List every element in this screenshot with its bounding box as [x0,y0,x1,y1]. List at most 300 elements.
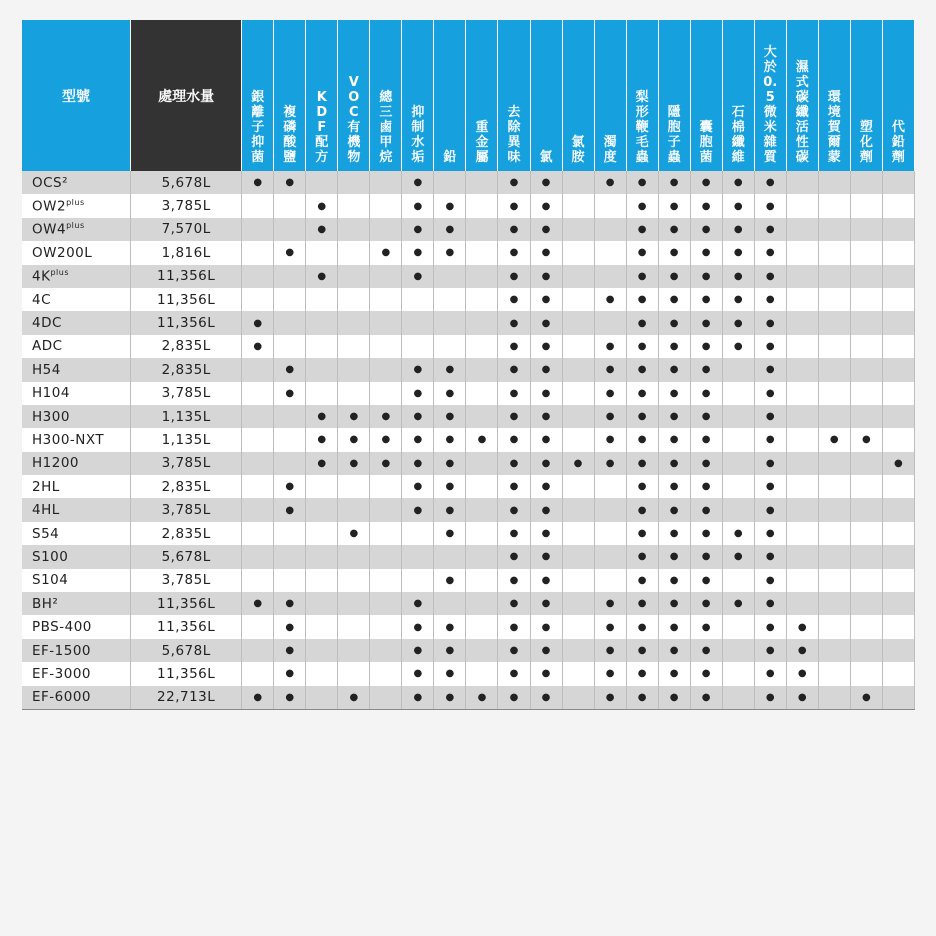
feature-dot: ● [690,545,722,568]
model-cell [22,265,131,288]
feature-empty [562,545,594,568]
feature-empty [562,311,594,334]
feature-empty [818,592,850,615]
capacity-cell: 11,356L [131,311,242,334]
feature-empty [850,171,882,194]
feature-empty [786,569,818,592]
feature-dot: ● [498,428,530,451]
feature-empty [370,475,402,498]
feature-empty [306,545,338,568]
feature-dot: ● [530,358,562,381]
feature-empty [242,194,274,217]
feature-empty [882,194,914,217]
header-feature [402,20,434,171]
table-row [22,335,915,358]
feature-empty [818,662,850,685]
header-feature-label: 總三鹵甲烷 [379,90,393,165]
header-feature-label: 濁度 [603,135,617,165]
feature-dot: ● [498,475,530,498]
feature-empty [882,592,914,615]
feature-dot: ● [626,241,658,264]
model-cell: S100 [22,545,131,568]
feature-dot: ● [530,428,562,451]
feature-empty [466,662,498,685]
feature-empty [242,639,274,662]
feature-dot: ● [754,218,786,241]
feature-empty [306,592,338,615]
feature-empty [850,522,882,545]
feature-empty [562,218,594,241]
table-row [22,522,915,545]
feature-empty [882,311,914,334]
feature-dot: ● [594,171,626,194]
feature-empty [594,311,626,334]
feature-dot: ● [498,288,530,311]
feature-dot: ● [626,335,658,358]
feature-dot: ● [274,241,306,264]
capacity-cell: 3,785L [131,498,242,521]
feature-dot: ● [594,428,626,451]
capacity-cell: 5,678L [131,545,242,568]
feature-dot: ● [626,288,658,311]
feature-empty [370,358,402,381]
capacity-cell: 1,135L [131,428,242,451]
feature-dot: ● [754,171,786,194]
feature-dot: ● [306,452,338,475]
feature-dot: ● [434,475,466,498]
filter-comparison-table [22,20,915,710]
feature-empty [242,358,274,381]
feature-empty [786,358,818,381]
feature-dot: ● [658,428,690,451]
feature-empty [562,569,594,592]
table-row [22,452,915,475]
model-suffix: plus [50,268,69,277]
feature-dot: ● [626,382,658,405]
feature-dot: ● [658,241,690,264]
feature-dot: ● [434,218,466,241]
header-feature [690,20,722,171]
model-cell: EF-3000 [22,662,131,685]
feature-dot: ● [594,405,626,428]
feature-empty [370,592,402,615]
capacity-cell: 3,785L [131,569,242,592]
feature-empty [850,498,882,521]
feature-dot: ● [498,498,530,521]
header-feature-label: 隱胞子蟲 [667,105,681,165]
feature-dot: ● [498,358,530,381]
header-feature [498,20,530,171]
feature-dot: ● [274,592,306,615]
feature-dot: ● [402,171,434,194]
table-row [22,686,915,710]
feature-empty [818,522,850,545]
feature-dot: ● [434,662,466,685]
feature-empty [370,569,402,592]
feature-dot: ● [626,428,658,451]
model-cell: ADC [22,335,131,358]
feature-dot: ● [754,311,786,334]
feature-empty [338,475,370,498]
feature-dot: ● [690,358,722,381]
feature-empty [882,498,914,521]
feature-dot: ● [690,662,722,685]
feature-empty [242,428,274,451]
feature-dot: ● [690,218,722,241]
feature-dot: ● [626,592,658,615]
feature-empty [818,265,850,288]
feature-empty [274,335,306,358]
feature-empty [274,545,306,568]
feature-empty [850,615,882,638]
feature-dot: ● [754,358,786,381]
feature-empty [274,522,306,545]
feature-dot: ● [626,569,658,592]
feature-empty [306,241,338,264]
feature-dot: ● [722,311,754,334]
feature-empty [850,288,882,311]
model-cell: S104 [22,569,131,592]
feature-dot: ● [658,382,690,405]
feature-dot: ● [626,311,658,334]
feature-dot: ● [498,218,530,241]
feature-empty [242,569,274,592]
feature-empty [402,335,434,358]
feature-dot: ● [658,194,690,217]
feature-dot: ● [594,639,626,662]
feature-empty [722,662,754,685]
feature-dot: ● [658,662,690,685]
feature-dot: ● [722,522,754,545]
feature-empty [850,639,882,662]
feature-dot: ● [402,241,434,264]
feature-empty [786,171,818,194]
feature-empty [338,241,370,264]
feature-empty [466,194,498,217]
feature-dot: ● [690,265,722,288]
feature-dot: ● [274,171,306,194]
feature-dot: ● [626,405,658,428]
feature-empty [338,662,370,685]
feature-empty [882,241,914,264]
feature-dot: ● [402,405,434,428]
feature-dot: ● [530,475,562,498]
feature-empty [466,335,498,358]
header-feature-label: 抑制水垢 [411,105,425,165]
table-row [22,545,915,568]
capacity-cell: 1,816L [131,241,242,264]
capacity-cell: 11,356L [131,265,242,288]
feature-empty [882,545,914,568]
feature-dot: ● [434,639,466,662]
feature-dot: ● [722,288,754,311]
feature-empty [434,265,466,288]
header-feature-label: 鉛 [443,150,457,165]
header-feature-label: 石棉纖維 [731,105,745,165]
table-row [22,358,915,381]
feature-dot: ● [754,428,786,451]
feature-empty [466,288,498,311]
feature-empty [338,498,370,521]
feature-dot: ● [434,241,466,264]
feature-dot: ● [690,686,722,710]
feature-empty [850,218,882,241]
feature-dot: ● [434,498,466,521]
feature-empty [722,428,754,451]
table-row [22,428,915,451]
feature-dot: ● [434,569,466,592]
header-feature [882,20,914,171]
feature-dot: ● [242,171,274,194]
header-feature-label: 去除異味 [507,105,521,165]
table-row [22,288,915,311]
table-row [22,498,915,521]
feature-empty [882,686,914,710]
feature-dot: ● [658,545,690,568]
feature-empty [466,475,498,498]
table-row [22,382,915,405]
feature-empty [786,335,818,358]
feature-empty [882,218,914,241]
header-feature-label: KDF配方 [315,90,329,165]
feature-empty [338,335,370,358]
feature-empty [242,405,274,428]
feature-dot: ● [754,382,786,405]
feature-dot: ● [498,382,530,405]
header-feature-label: 梨形鞭毛蟲 [635,90,649,165]
feature-dot: ● [274,358,306,381]
header-feature-label: 複磷酸鹽 [283,105,297,165]
feature-dot: ● [754,639,786,662]
feature-empty [370,545,402,568]
feature-dot: ● [402,592,434,615]
feature-empty [722,498,754,521]
feature-empty [306,288,338,311]
feature-dot: ● [754,662,786,685]
feature-empty [786,311,818,334]
model-suffix: plus [66,197,85,207]
feature-dot: ● [370,405,402,428]
feature-dot: ● [626,498,658,521]
feature-empty [402,311,434,334]
feature-empty [306,335,338,358]
feature-dot: ● [658,639,690,662]
feature-dot: ● [658,498,690,521]
feature-empty [818,311,850,334]
feature-empty [370,522,402,545]
feature-dot: ● [626,545,658,568]
table-row [22,241,915,264]
feature-dot: ● [690,475,722,498]
header-feature-label: 銀離子抑菌 [251,90,265,165]
feature-empty [306,639,338,662]
feature-empty [338,194,370,217]
feature-dot: ● [402,452,434,475]
feature-empty [562,686,594,710]
capacity-cell: 11,356L [131,615,242,638]
feature-dot: ● [306,218,338,241]
feature-dot: ● [658,218,690,241]
feature-dot: ● [530,335,562,358]
feature-empty [722,475,754,498]
feature-empty [786,452,818,475]
feature-dot: ● [274,615,306,638]
feature-empty [850,545,882,568]
feature-empty [242,498,274,521]
feature-dot: ● [530,522,562,545]
table-row [22,405,915,428]
feature-empty [242,288,274,311]
feature-dot: ● [626,522,658,545]
feature-empty [850,311,882,334]
feature-dot: ● [690,498,722,521]
feature-dot: ● [466,428,498,451]
feature-empty [370,311,402,334]
feature-dot: ● [530,569,562,592]
feature-dot: ● [754,686,786,710]
feature-dot: ● [338,522,370,545]
feature-dot: ● [754,452,786,475]
feature-empty [370,288,402,311]
feature-empty [274,452,306,475]
feature-dot: ● [434,522,466,545]
feature-dot: ● [242,335,274,358]
feature-dot: ● [754,241,786,264]
feature-dot: ● [786,639,818,662]
feature-empty [882,358,914,381]
feature-empty [818,171,850,194]
feature-dot: ● [786,662,818,685]
header-feature [594,20,626,171]
feature-empty [274,218,306,241]
feature-dot: ● [434,405,466,428]
feature-empty [786,382,818,405]
table-row [22,569,915,592]
feature-empty [850,569,882,592]
feature-empty [818,452,850,475]
feature-empty [242,382,274,405]
feature-dot: ● [498,592,530,615]
feature-empty [370,498,402,521]
feature-empty [434,288,466,311]
feature-empty [786,288,818,311]
feature-empty [818,194,850,217]
feature-dot: ● [498,639,530,662]
feature-empty [850,452,882,475]
feature-empty [370,265,402,288]
header-feature [658,20,690,171]
capacity-cell: 5,678L [131,639,242,662]
feature-dot: ● [434,194,466,217]
model-cell: OCS² [22,171,131,194]
feature-empty [786,498,818,521]
feature-dot: ● [402,428,434,451]
feature-dot: ● [530,218,562,241]
header-feature [818,20,850,171]
feature-empty [306,475,338,498]
feature-dot: ● [754,335,786,358]
feature-dot: ● [530,241,562,264]
feature-dot: ● [786,686,818,710]
header-feature [370,20,402,171]
feature-empty [338,358,370,381]
model-suffix: plus [66,221,85,231]
feature-empty [786,194,818,217]
feature-empty [306,358,338,381]
feature-dot: ● [626,686,658,710]
feature-empty [850,241,882,264]
feature-dot: ● [402,265,434,288]
feature-dot: ● [754,288,786,311]
feature-empty [850,335,882,358]
header-feature [274,20,306,171]
feature-dot: ● [658,288,690,311]
feature-empty [818,639,850,662]
feature-empty [562,592,594,615]
feature-empty [434,311,466,334]
feature-dot: ● [434,358,466,381]
feature-empty [818,358,850,381]
feature-empty [594,194,626,217]
feature-dot: ● [274,686,306,710]
capacity-cell: 11,356L [131,662,242,685]
feature-empty [882,522,914,545]
feature-dot: ● [466,686,498,710]
model-cell: EF-1500 [22,639,131,662]
feature-dot: ● [722,241,754,264]
header-feature [306,20,338,171]
feature-empty [306,569,338,592]
feature-dot: ● [658,335,690,358]
feature-empty [466,382,498,405]
feature-dot: ● [658,452,690,475]
feature-empty [882,382,914,405]
feature-empty [882,288,914,311]
feature-empty [882,405,914,428]
model-cell: PBS-400 [22,615,131,638]
capacity-cell: 5,678L [131,171,242,194]
feature-empty [786,522,818,545]
feature-empty [466,171,498,194]
feature-dot: ● [626,615,658,638]
feature-empty [370,615,402,638]
feature-dot: ● [818,428,850,451]
feature-empty [338,545,370,568]
capacity-cell: 2,835L [131,522,242,545]
feature-dot: ● [402,475,434,498]
capacity-cell: 3,785L [131,452,242,475]
feature-empty [306,522,338,545]
feature-dot: ● [530,639,562,662]
feature-empty [274,311,306,334]
feature-dot: ● [594,382,626,405]
capacity-cell: 11,356L [131,288,242,311]
feature-dot: ● [498,405,530,428]
feature-dot: ● [754,615,786,638]
feature-empty [594,545,626,568]
feature-dot: ● [658,311,690,334]
feature-empty [786,545,818,568]
feature-empty [882,615,914,638]
feature-empty [818,545,850,568]
feature-dot: ● [434,452,466,475]
feature-empty [786,428,818,451]
feature-empty [818,218,850,241]
feature-empty [242,265,274,288]
feature-empty [562,498,594,521]
model-cell: EF-6000 [22,686,131,710]
feature-dot: ● [690,569,722,592]
